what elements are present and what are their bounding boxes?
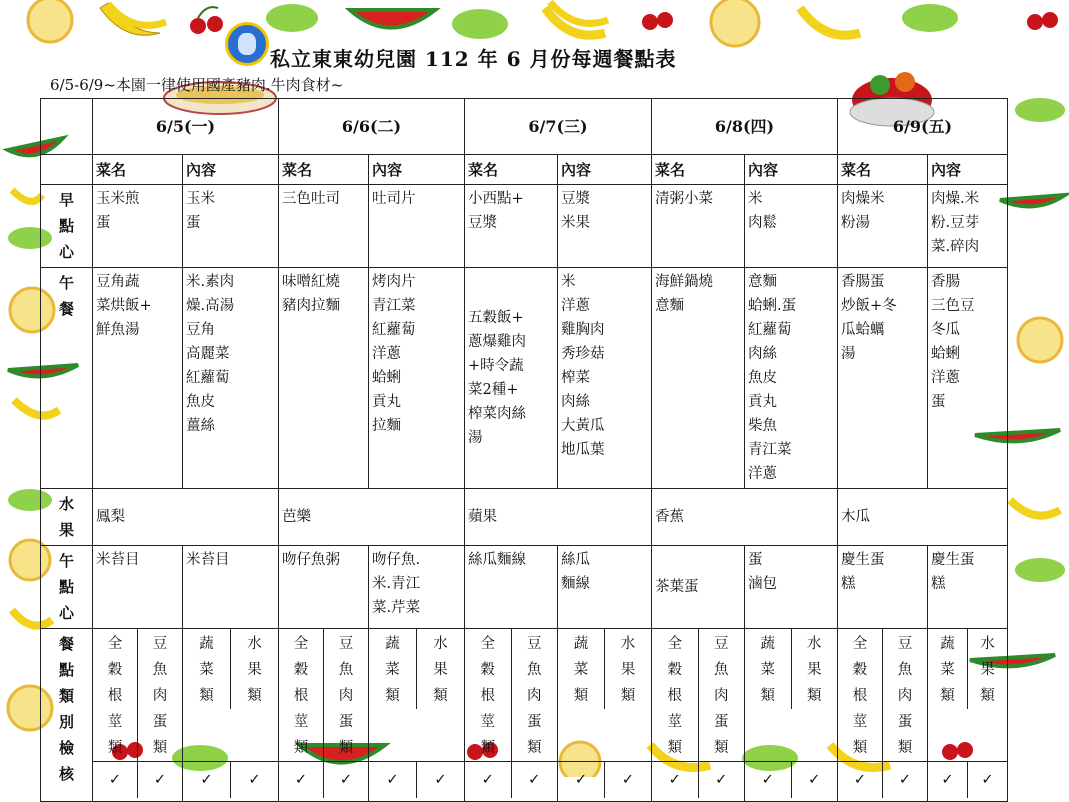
check-mark: ✓ xyxy=(528,772,541,788)
banana-icon xyxy=(12,190,42,201)
row-label-breakfast: 早 點 心 xyxy=(41,185,93,268)
breakfast-content: 米 肉鬆 xyxy=(745,185,838,268)
check-mark: ✓ xyxy=(621,772,635,788)
check-mark: ✓ xyxy=(248,772,261,788)
watermelon-icon xyxy=(1000,195,1065,206)
check-mark: ✓ xyxy=(981,772,994,788)
check-category-label: 水 果 類 xyxy=(247,636,262,704)
content-header: 內容 xyxy=(745,155,838,185)
cherry-icon xyxy=(1027,12,1058,30)
row-label-afternoon: 午 點 心 xyxy=(41,546,93,629)
leaf-icon xyxy=(266,4,318,32)
banana-icon xyxy=(1010,500,1060,516)
page-title: 私立東東幼兒園 112 年 6 月份每週餐點表 xyxy=(270,47,677,71)
day-header: 6/7(三) xyxy=(465,99,652,155)
kindergarten-logo xyxy=(225,22,269,66)
lunch-dish: 豆角蔬 菜烘飯+ 鮮魚湯 xyxy=(93,268,183,489)
dish-header: 菜名 xyxy=(838,155,928,185)
check-mark: ✓ xyxy=(183,762,231,798)
check-mark: ✓ xyxy=(465,762,512,798)
afternoon-content: 絲瓜 麵線 xyxy=(558,546,652,629)
content-header: 內容 xyxy=(369,155,465,185)
breakfast-dish: 小西點+ 豆漿 xyxy=(465,185,558,268)
afternoon-dish: 絲瓜麵線 xyxy=(465,546,558,629)
breakfast-content: 肉燥.米 粉.豆芽 菜.碎肉 xyxy=(928,185,1008,268)
check-mark: ✓ xyxy=(838,762,883,798)
cherry-icon xyxy=(190,7,223,34)
check-mark: ✓ xyxy=(652,762,699,798)
check-category-label: 豆 魚 肉 蛋 類 xyxy=(338,636,354,756)
check-mark-cell xyxy=(558,762,652,802)
row-label-check: 餐 點 類 別 檢 核 xyxy=(41,629,93,802)
check-category-cell xyxy=(838,629,928,762)
check-mark: ✓ xyxy=(715,772,728,788)
day-header: 6/8(四) xyxy=(652,99,838,155)
check-category-label: 豆 魚 肉 蛋 類 xyxy=(527,636,542,756)
check-category-cell xyxy=(652,629,745,762)
row-label-fruit: 水 果 xyxy=(41,489,93,546)
check-category-cell xyxy=(465,629,558,762)
lunch-dish: 味噌紅燒 豬肉拉麵 xyxy=(279,268,369,489)
banana-icon xyxy=(800,8,860,35)
breakfast-dish: 玉米煎 蛋 xyxy=(93,185,183,268)
check-mark: ✓ xyxy=(369,762,417,798)
lunch-dish: 五穀飯+ 蔥爆雞肉 +時令蔬 菜2種+ 榨菜肉絲 湯 xyxy=(465,268,558,489)
day-header: 6/9(五) xyxy=(838,99,1008,155)
check-category-label: 豆 魚 肉 蛋 類 xyxy=(152,636,168,756)
check-category-label: 全 穀 根 莖 類 xyxy=(465,629,512,761)
afternoon-content: 吻仔魚. 米.青江 菜.芹菜 xyxy=(369,546,465,629)
check-category-cell xyxy=(369,629,465,762)
check-category-label: 蔬 菜 類 xyxy=(183,629,231,709)
check-mark-cell xyxy=(279,762,369,802)
lunch-dish: 海鮮鍋燒 意麵 xyxy=(652,268,745,489)
check-mark: ✓ xyxy=(898,772,912,788)
check-mark-cell xyxy=(652,762,745,802)
fruit-cell: 芭樂 xyxy=(279,489,465,546)
check-category-label: 全 穀 根 莖 類 xyxy=(279,629,324,761)
check-mark-cell xyxy=(928,762,1008,802)
check-category-label: 水 果 類 xyxy=(807,636,822,704)
lunch-content: 烤肉片 青江菜 紅蘿蔔 洋蔥 蛤蜊 貢丸 拉麵 xyxy=(369,268,465,489)
row-label-lunch: 午 餐 xyxy=(41,268,93,489)
check-category-label: 全 穀 根 莖 類 xyxy=(93,629,138,761)
check-category-label: 水 果 類 xyxy=(980,636,995,704)
breakfast-dish: 清粥小菜 xyxy=(652,185,745,268)
lunch-content: 米 洋蔥 雞胸肉 秀珍菇 榨菜 肉絲 大黃瓜 地瓜葉 xyxy=(558,268,652,489)
breakfast-content: 吐司片 xyxy=(369,185,465,268)
check-mark: ✓ xyxy=(339,772,353,788)
check-mark: ✓ xyxy=(93,762,138,798)
lunch-content: 意麵 蛤蜊.蛋 紅蘿蔔 肉絲 魚皮 貢丸 柴魚 青江菜 洋蔥 xyxy=(745,268,838,489)
check-mark-cell xyxy=(369,762,465,802)
fruit-cell: 香蕉 xyxy=(652,489,838,546)
lunch-content: 米.素肉 燥.高湯 豆角 高麗菜 紅蘿蔔 魚皮 薑絲 xyxy=(183,268,279,489)
breakfast-dish: 三色吐司 xyxy=(279,185,369,268)
lemon-slice-icon xyxy=(711,0,759,46)
afternoon-dish: 慶生蛋 糕 xyxy=(838,546,928,629)
check-category-cell xyxy=(93,629,183,762)
afternoon-row xyxy=(41,546,1008,629)
lemon-slice-icon xyxy=(28,0,72,42)
fruit-cell: 蘋果 xyxy=(465,489,652,546)
content-header: 內容 xyxy=(558,155,652,185)
weekly-menu-table xyxy=(40,98,1008,802)
lunch-row xyxy=(41,268,1008,489)
check-category-label: 蔬 菜 類 xyxy=(928,629,968,709)
corner-cell xyxy=(41,99,93,155)
breakfast-content: 豆漿 米果 xyxy=(558,185,652,268)
day-header: 6/6(二) xyxy=(279,99,465,155)
fruit-cell: 鳳梨 xyxy=(93,489,279,546)
check-mark-cell xyxy=(745,762,838,802)
check-mark: ✓ xyxy=(279,762,324,798)
breakfast-row xyxy=(41,185,1008,268)
check-category-cell xyxy=(928,629,1008,762)
afternoon-dish: 茶葉蛋 xyxy=(652,546,745,629)
afternoon-dish: 米苔目 xyxy=(93,546,183,629)
blank-cell xyxy=(41,155,93,185)
date-row xyxy=(41,99,1008,155)
check-category-row xyxy=(41,629,1008,762)
check-category-label: 蔬 菜 類 xyxy=(558,629,605,709)
day-header: 6/5(一) xyxy=(93,99,279,155)
check-mark: ✓ xyxy=(153,772,167,788)
check-category-cell xyxy=(558,629,652,762)
check-category-cell xyxy=(745,629,838,762)
banana-icon xyxy=(100,3,166,35)
check-mark-cell xyxy=(465,762,558,802)
content-header: 內容 xyxy=(928,155,1008,185)
check-mark-cell xyxy=(183,762,279,802)
afternoon-content: 慶生蛋 糕 xyxy=(928,546,1008,629)
watermelon-icon xyxy=(350,10,435,28)
lunch-content: 香腸 三色豆 冬瓜 蛤蜊 洋蔥 蛋 xyxy=(928,268,1008,489)
column-header-row xyxy=(41,155,1008,185)
check-category-cell xyxy=(183,629,279,762)
check-mark: ✓ xyxy=(558,762,605,798)
leaf-icon xyxy=(452,9,508,39)
check-category-label: 全 穀 根 莖 類 xyxy=(652,629,699,761)
check-category-label: 豆 魚 肉 蛋 類 xyxy=(714,636,729,756)
afternoon-content: 蛋 滷包 xyxy=(745,546,838,629)
check-mark: ✓ xyxy=(808,772,821,788)
breakfast-dish: 肉燥米 粉湯 xyxy=(838,185,928,268)
check-mark-row xyxy=(41,762,1008,802)
lunch-dish: 香腸蛋 炒飯+冬 瓜蛤蠣 湯 xyxy=(838,268,928,489)
breakfast-content: 玉米 蛋 xyxy=(183,185,279,268)
check-mark-cell xyxy=(838,762,928,802)
fruit-cell: 木瓜 xyxy=(838,489,1008,546)
dish-header: 菜名 xyxy=(465,155,558,185)
check-category-label: 豆 魚 肉 蛋 類 xyxy=(897,636,913,756)
check-mark-cell xyxy=(93,762,183,802)
dish-header: 菜名 xyxy=(279,155,369,185)
afternoon-content: 米苔目 xyxy=(183,546,279,629)
lemon-slice-icon xyxy=(1018,318,1062,362)
check-category-cell xyxy=(279,629,369,762)
cherry-icon xyxy=(642,12,673,30)
leaf-icon xyxy=(1015,558,1065,582)
check-category-label: 水 果 類 xyxy=(620,636,636,704)
dish-header: 菜名 xyxy=(93,155,183,185)
leaf-icon xyxy=(1015,98,1065,122)
check-category-label: 蔬 菜 類 xyxy=(369,629,417,709)
check-mark: ✓ xyxy=(434,772,447,788)
leaf-icon xyxy=(902,4,958,32)
check-mark: ✓ xyxy=(928,762,968,798)
check-mark: ✓ xyxy=(745,762,792,798)
fruit-row xyxy=(41,489,1008,546)
content-header: 內容 xyxy=(183,155,279,185)
check-category-label: 全 穀 根 莖 類 xyxy=(838,629,883,761)
check-category-label: 水 果 類 xyxy=(433,636,448,704)
page-subtitle: 6/5-6/9~本園一律使用國產豬肉.牛肉食材~ xyxy=(50,76,344,94)
banana-icon xyxy=(545,2,608,35)
dish-header: 菜名 xyxy=(652,155,745,185)
check-category-label: 蔬 菜 類 xyxy=(745,629,792,709)
afternoon-dish: 吻仔魚粥 xyxy=(279,546,369,629)
